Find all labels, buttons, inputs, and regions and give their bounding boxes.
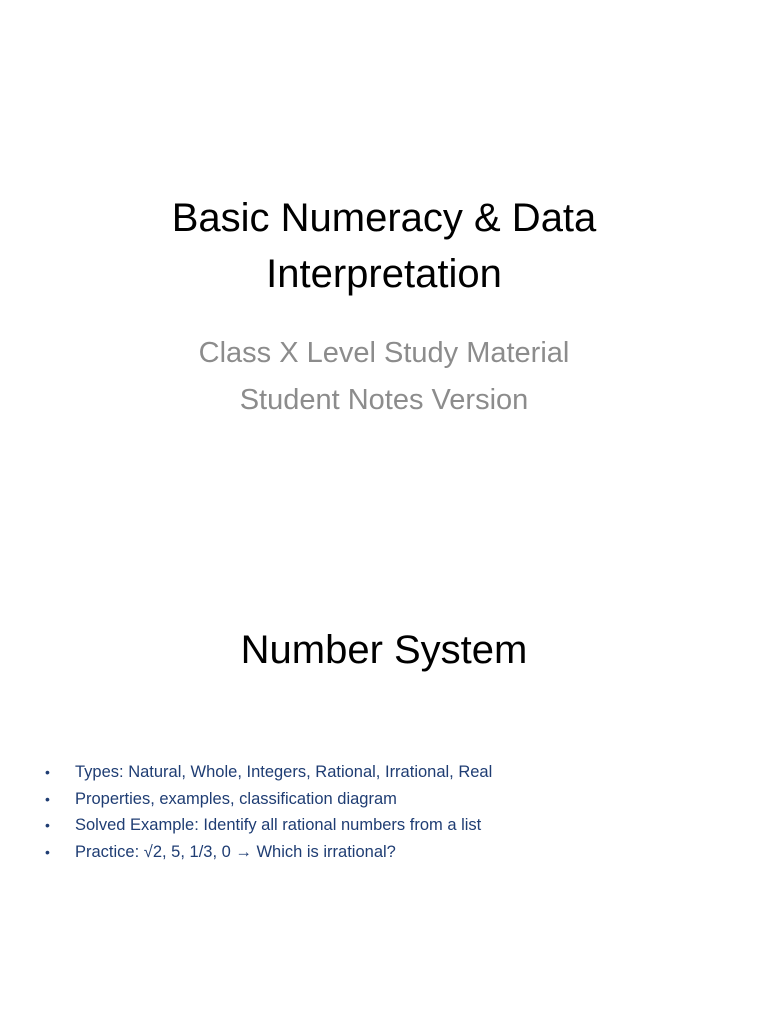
presentation-title — [0, 190, 768, 302]
bullet-text: Solved Example: Identify all rational numbers from a list — [75, 816, 482, 835]
bullet-icon: • — [45, 844, 50, 861]
bullet-item — [45, 759, 492, 786]
bullet-icon: • — [45, 764, 50, 780]
bullet-list — [45, 759, 492, 866]
presentation-title-line-1: Basic Numeracy & Data — [171, 196, 597, 240]
bullet-text: Properties, examples, classification diagram — [75, 789, 397, 808]
bullet-item — [45, 839, 492, 866]
bullet-icon: • — [45, 790, 50, 807]
presentation-subtitle — [0, 330, 768, 424]
presentation-title-line-2: Interpretation — [266, 252, 502, 296]
number-system-slide — [0, 576, 768, 1024]
subtitle-line-1: Class X Level Study Material — [198, 337, 570, 369]
bullet-item — [45, 786, 492, 813]
bullet-text: Types: Natural, Whole, Integers, Rational, Irrational, Real — [75, 763, 493, 781]
bullet-icon: • — [45, 817, 50, 834]
subtitle-line-2: Student Notes Version — [239, 384, 529, 416]
slide-title: Number System — [240, 628, 528, 672]
bullet-item — [45, 812, 492, 839]
bullet-text: Practice: √2, 5, 1/3, 0 → Which is irrational? — [75, 843, 396, 862]
